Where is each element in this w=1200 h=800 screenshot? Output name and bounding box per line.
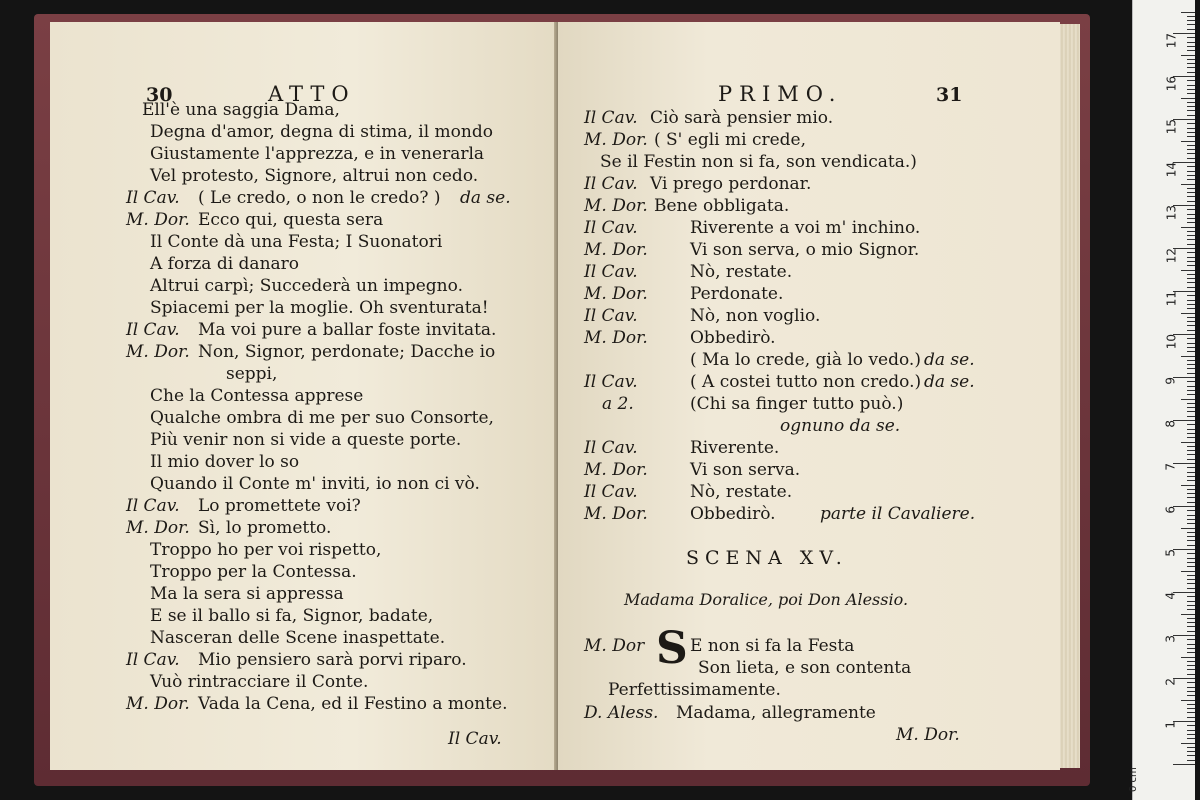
verse-line: Ma la sera si appressa [150,584,344,604]
speaker-label: M. Dor. [584,130,648,150]
ruler-tick [1187,244,1195,245]
ruler-tick [1181,485,1195,486]
page-edges [1060,24,1080,768]
ruler-tick [1187,407,1195,408]
ruler-tick [1187,476,1195,477]
ruler-tick [1187,562,1195,563]
speaker-label: Il Cav. [584,218,638,238]
verse-line: Vel protesto, Signore, altrui non cedo. [150,166,479,186]
ruler-tick [1187,132,1195,133]
ruler-tick [1187,450,1195,451]
ruler-tick [1187,394,1195,395]
speaker-label: M. Dor. [126,210,190,230]
ruler-tick [1187,175,1195,176]
ruler-number: 10 [1164,334,1178,350]
ruler-tick [1187,596,1195,597]
ruler-tick [1187,265,1195,266]
ruler-tick [1187,510,1195,511]
ruler-number: 13 [1164,205,1178,221]
ruler-tick [1187,704,1195,705]
ruler-tick [1187,72,1195,73]
verse-line: Vada la Cena, ed il Festino a monte. [198,694,508,714]
ruler-tick [1187,317,1195,318]
speaker-label: M. Dor. [584,240,648,260]
verse-line: Obbedirò. [690,504,776,524]
ruler-tick [1187,480,1195,481]
ruler-tick [1187,196,1195,197]
ruler-number: 4 [1164,592,1178,600]
verse-line: Ciò sarà pensier mio. [650,108,834,128]
ruler-tick [1187,360,1195,361]
ruler-number: 14 [1164,162,1178,178]
ruler-tick [1187,325,1195,326]
ruler-tick [1187,605,1195,606]
ruler-tick [1187,472,1195,473]
speaker-label: M. Dor. [584,328,648,348]
ruler-tick [1187,669,1195,670]
verse-line: Qualche ombra di me per suo Consorte, [150,408,494,428]
ruler-tick [1187,321,1195,322]
ruler-tick [1187,80,1195,81]
ruler-tick [1187,201,1195,202]
speaker-label: Il Cav. [584,108,638,128]
scene-line: Madama, allegramente [676,703,876,723]
verse-line: Degna d'amor, degna di stima, il mondo [150,122,493,142]
stage-direction: da se. [460,188,511,208]
ruler-tick [1187,89,1195,90]
ruler-tick [1187,536,1195,537]
right-catchword: M. Dor. [896,725,960,745]
ruler-tick [1187,755,1195,756]
speaker-label: M. Dor. [584,460,648,480]
speaker-label: Il Cav. [584,306,638,326]
ruler-number: 1 [1164,721,1178,729]
ruler-tick [1187,166,1195,167]
ruler-tick [1187,622,1195,623]
ruler-tick [1187,497,1195,498]
scene-line: Perfettissimamente. [608,680,781,700]
ruler-tick [1187,218,1195,219]
verse-line: Perdonate. [690,284,784,304]
ruler-tick [1187,502,1195,503]
verse-line: Ecco qui, questa sera [198,210,384,230]
verse-line: (Chi sa finger tutto può.) [690,394,904,414]
ruler-tick [1187,626,1195,627]
ruler-tick [1187,231,1195,232]
ruler-number: 7 [1164,463,1178,471]
ruler-tick [1187,648,1195,649]
ruler-tick [1187,381,1195,382]
verse-line: Troppo ho per voi rispetto, [150,540,382,560]
measuring-ruler [1128,0,1195,800]
ruler-tick [1187,115,1195,116]
verse-line: Nò, restate. [690,482,793,502]
ruler-tick [1187,171,1195,172]
ruler-tick [1187,351,1195,352]
scene-line: Son lieta, e son contenta [698,658,912,678]
verse-line: Il Conte dà una Festa; I Suonatori [150,232,443,252]
speaker-label: a 2. [602,394,634,414]
ruler-tick [1181,399,1195,400]
ruler-tick [1187,46,1195,47]
ruler-tick [1187,519,1195,520]
ruler-tick [1187,24,1195,25]
verse-line: ( Ma lo crede, già lo vedo.) [690,350,921,370]
speaker-label: Il Cav. [584,262,638,282]
scene-speaker: D. Aless. [584,703,659,723]
ruler-tick [1187,192,1195,193]
ruler-tick [1187,583,1195,584]
ruler-tick [1181,55,1195,56]
speaker-label: M. Dor. [584,284,648,304]
speaker-label: M. Dor. [584,504,648,524]
verse-line: Ell'è una saggia Dama, [142,100,340,120]
ruler-tick [1187,209,1195,210]
ruler-tick [1187,287,1195,288]
ruler-tick [1187,575,1195,576]
ruler-tick [1187,308,1195,309]
ruler-tick [1187,386,1195,387]
left-page [50,22,556,770]
ruler-tick [1187,373,1195,374]
left-running-head: ATTO [268,82,356,106]
ruler-tick [1181,227,1195,228]
ruler-number: 2 [1164,678,1178,686]
ruler-tick [1187,708,1195,709]
ruler-tick [1187,467,1195,468]
ruler-tick [1187,734,1195,735]
ruler-tick [1187,674,1195,675]
ruler-tick [1187,67,1195,68]
verse-line: Quando il Conte m' inviti, io non ci vò. [150,474,480,494]
verse-line: Nò, non voglio. [690,306,821,326]
verse-line: Non, Signor, perdonate; Dacche io [198,342,496,362]
ruler-tick [1187,489,1195,490]
ruler-tick [1187,760,1195,761]
left-catchword: Il Cav. [448,729,502,749]
verse-line: Vi son serva, o mio Signor. [690,240,920,260]
verse-line: Bene obbligata. [654,196,790,216]
ruler-tick [1187,37,1195,38]
right-running-head: PRIMO. [718,82,843,106]
ruler-tick [1187,618,1195,619]
ruler-tick [1187,338,1195,339]
ruler-tick [1187,123,1195,124]
scene-title: SCENA XV. [686,547,848,569]
speaker-label: Il Cav. [126,188,180,208]
right-page [558,22,1060,770]
ruler-tick [1181,700,1195,701]
ruler-tick [1181,98,1195,99]
ruler-number: 17 [1164,33,1178,49]
ruler-tick [1187,523,1195,524]
ruler-tick [1187,433,1195,434]
verse-line: Giustamente l'apprezza, e in venerarla [150,144,485,164]
ruler-tick [1187,257,1195,258]
ruler-tick [1187,304,1195,305]
ruler-tick [1187,751,1195,752]
ruler-tick [1187,609,1195,610]
ruler-tick [1187,145,1195,146]
verse-line: Vuò rintracciare il Conte. [150,672,369,692]
verse-line: ( A costei tutto non credo.) [690,372,922,392]
verse-line: seppi, [226,364,278,384]
ruler-number: 5 [1164,549,1178,557]
ruler-tick [1181,743,1195,744]
ruler-tick [1187,661,1195,662]
ruler-tick [1173,764,1195,765]
ruler-tick [1187,42,1195,43]
ruler-tick [1187,261,1195,262]
stage-direction: ognuno da se. [780,416,901,436]
scene-speaker: M. Dor [584,636,645,656]
ruler-tick [1187,545,1195,546]
speaker-label: Il Cav. [584,372,638,392]
ruler-number: 6 [1164,506,1178,514]
ruler-tick [1187,158,1195,159]
verse-line: Se il Festin non si fa, son vendicata.) [600,152,917,172]
verse-line: Troppo per la Contessa. [150,562,357,582]
ruler-tick [1187,747,1195,748]
verse-line: Il mio dover lo so [150,452,300,472]
ruler-tick [1187,110,1195,111]
ruler-tick [1181,442,1195,443]
ruler-tick [1187,717,1195,718]
ruler-tick [1187,738,1195,739]
ruler-tick [1181,270,1195,271]
ruler-tick [1187,50,1195,51]
verse-line: Spiacemi per la moglie. Oh sventurata! [150,298,489,318]
verse-line: Vi son serva. [690,460,801,480]
ruler-tick [1181,528,1195,529]
ruler-number: 16 [1164,76,1178,92]
speaker-label: M. Dor. [126,518,190,538]
ruler-number: 11 [1164,291,1178,307]
ruler-tick [1181,12,1195,13]
ruler-tick [1187,424,1195,425]
ruler-tick [1187,416,1195,417]
ruler-tick [1187,300,1195,301]
drop-cap: S [656,623,688,674]
ruler-tick [1187,106,1195,107]
verse-line: A forza di danaro [150,254,300,274]
ruler-tick [1187,368,1195,369]
speaker-label: Il Cav. [584,438,638,458]
verse-line: Che la Contessa apprese [150,386,364,406]
verse-line: Sì, lo prometto. [198,518,332,538]
speaker-label: M. Dor. [584,196,648,216]
ruler-tick [1187,343,1195,344]
ruler-tick [1187,687,1195,688]
ruler-tick [1187,665,1195,666]
verse-line: ( Le credo, o non le credo? ) [198,188,441,208]
ruler-tick [1187,695,1195,696]
ruler-tick [1187,588,1195,589]
ruler-tick [1187,725,1195,726]
ruler-tick [1181,614,1195,615]
speaker-label: M. Dor. [126,342,190,362]
ruler-tick [1187,347,1195,348]
ruler-tick [1187,295,1195,296]
ruler-tick [1181,657,1195,658]
ruler-tick [1187,446,1195,447]
ruler-tick [1187,540,1195,541]
ruler-tick [1187,403,1195,404]
ruler-tick [1187,222,1195,223]
scene-characters: Madama Doralice, poi Don Alessio. [624,590,909,609]
ruler-tick [1187,437,1195,438]
ruler-tick [1187,188,1195,189]
ruler-tick [1187,29,1195,30]
scene-line: E non si fa la Festa [690,636,855,656]
ruler-tick [1181,356,1195,357]
ruler-tick [1187,558,1195,559]
ruler-tick [1187,239,1195,240]
ruler-tick [1187,278,1195,279]
ruler-tick [1187,102,1195,103]
ruler-tick [1187,235,1195,236]
right-folio: 31 [936,84,963,106]
ruler-tick [1187,214,1195,215]
ruler-tick [1187,553,1195,554]
verse-line: Ma voi pure a ballar foste invitata. [198,320,497,340]
stage-direction: parte il Cavaliere. [820,504,976,524]
speaker-label: M. Dor. [126,694,190,714]
ruler-tick [1187,364,1195,365]
ruler-number: 12 [1164,248,1178,264]
ruler-tick [1187,493,1195,494]
verse-line: ( S' egli mi crede, [654,130,806,150]
verse-line: Riverente. [690,438,780,458]
speaker-label: Il Cav. [126,320,180,340]
ruler-number: 9 [1164,377,1178,385]
ruler-tick [1187,712,1195,713]
ruler-tick [1187,579,1195,580]
ruler-tick [1187,59,1195,60]
ruler-tick [1187,282,1195,283]
ruler-tick [1187,63,1195,64]
ruler-tick [1181,313,1195,314]
ruler-tick [1181,184,1195,185]
ruler-tick [1181,571,1195,572]
ruler-tick [1187,532,1195,533]
ruler-number: 3 [1164,635,1178,643]
ruler-tick [1187,730,1195,731]
ruler-tick [1187,149,1195,150]
stage-direction: da se. [924,350,975,370]
verse-line: Obbedirò. [690,328,776,348]
ruler-tick [1187,411,1195,412]
ruler-tick [1187,136,1195,137]
ruler-tick [1187,691,1195,692]
verse-line: Lo promettete voi? [198,496,361,516]
verse-line: Riverente a voi m' inchino. [690,218,921,238]
ruler-tick [1187,20,1195,21]
ruler-tick [1187,429,1195,430]
ruler-tick [1187,274,1195,275]
verse-line: Mio pensiero sarà porvi riparo. [198,650,467,670]
ruler-tick [1187,515,1195,516]
verse-line: Nò, restate. [690,262,793,282]
ruler-tick [1187,682,1195,683]
ruler-tick [1187,153,1195,154]
ruler-number: 8 [1164,420,1178,428]
ruler-tick [1181,141,1195,142]
ruler-tick [1187,652,1195,653]
verse-line: Altrui carpì; Succederà un impegno. [150,276,463,296]
ruler-tick [1187,390,1195,391]
ruler-tick [1187,644,1195,645]
ruler-tick [1187,454,1195,455]
ruler-number: 15 [1164,119,1178,135]
ruler-tick [1187,179,1195,180]
ruler-tick [1187,459,1195,460]
ruler-tick [1187,252,1195,253]
verse-line: Più venir non si vide a queste porte. [150,430,462,450]
ruler-tick [1187,639,1195,640]
ruler-tick [1187,631,1195,632]
left-folio: 30 [146,84,173,106]
verse-line: Vi prego perdonar. [650,174,812,194]
ruler-tick [1187,93,1195,94]
ruler-tick [1187,16,1195,17]
speaker-label: Il Cav. [584,482,638,502]
ruler-tick [1187,85,1195,86]
speaker-label: Il Cav. [584,174,638,194]
ruler-tick [1187,330,1195,331]
verse-line: E se il ballo si fa, Signor, badate, [150,606,434,626]
speaker-label: Il Cav. [126,650,180,670]
ruler-tick [1187,128,1195,129]
speaker-label: Il Cav. [126,496,180,516]
ruler-tick [1187,601,1195,602]
ruler-tick [1187,566,1195,567]
ruler-unit-label: 0 cm [1128,767,1139,792]
stage-direction: da se. [924,372,975,392]
verse-line: Nasceran delle Scene inaspettate. [150,628,446,648]
